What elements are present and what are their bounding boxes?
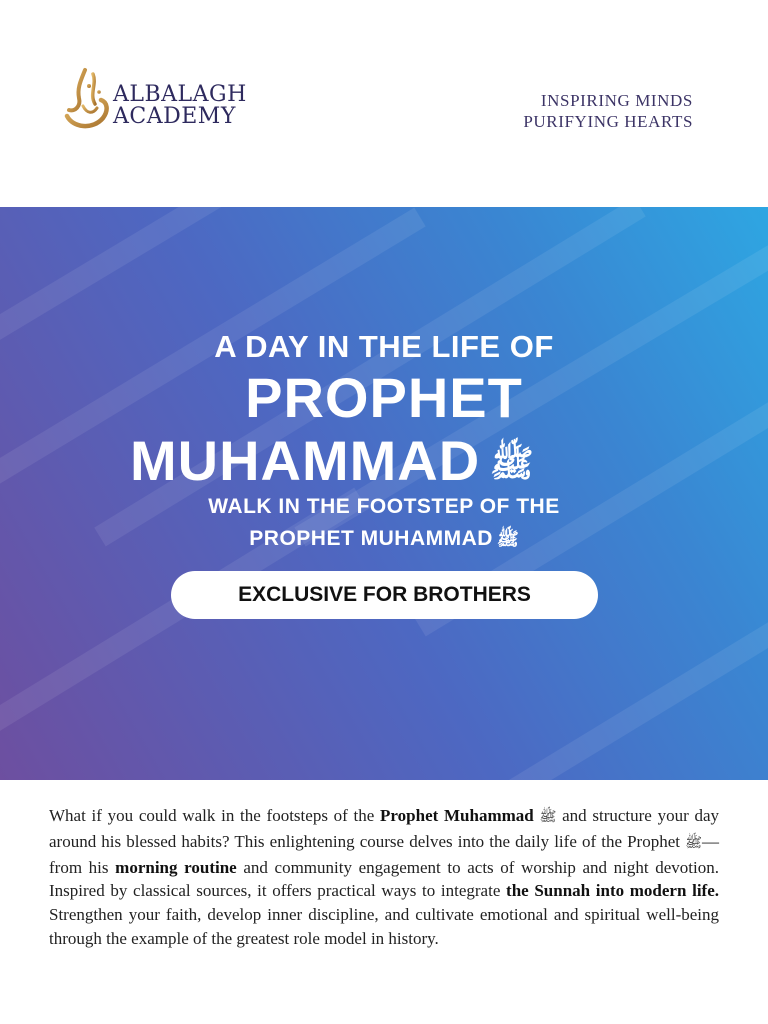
honorific-inline-1: ﷺ (539, 809, 557, 825)
hero-banner (0, 207, 768, 780)
logo-line-2: ACADEMY (113, 104, 236, 129)
desc-text-2: and structure your day around his blessed habits? This enlightening course delves into the daily life of the Prophet (49, 806, 720, 851)
banner-subtitle-line-1: WALK IN THE FOOTSTEP OF THE (208, 495, 560, 518)
honorific-glyph: ﷺ (490, 444, 534, 486)
desc-bold-sunnah: the Sunnah into modern life. (506, 881, 719, 901)
desc-text-5: Strengthen your faith, develop inner discipline, and cultivate emotional and spiritual well-being through the example of the greatest role model in history. (49, 905, 719, 948)
honorific-inline-2: ﷺ (685, 834, 702, 851)
desc-text-4: and community engagement to acts of worship and night devotion. Inspired by classical sources, it offers practical ways to integrate (49, 857, 720, 901)
tagline (523, 90, 693, 132)
exclusive-for-brothers-badge[interactable]: EXCLUSIVE FOR BROTHERS (171, 571, 598, 619)
academy-logo[interactable] (63, 66, 273, 136)
course-description (49, 804, 719, 951)
tagline-line-2: PURIFYING HEARTS (523, 112, 693, 131)
logo-line-1: ALBALAGH (113, 82, 247, 107)
banner-title-small: A DAY IN THE LIFE OF (214, 329, 554, 364)
desc-bold-prophet: Prophet Muhammad (380, 806, 534, 825)
page-header (0, 0, 768, 207)
banner-subtitle-line-2-text: PROPHET MUHAMMAD (249, 527, 493, 550)
calligraphy-logo-icon (63, 66, 117, 132)
banner-title-prophet: PROPHET (245, 366, 523, 429)
desc-bold-morning: morning routine (115, 857, 237, 877)
banner-title-muhammad-text: MUHAMMAD (130, 429, 481, 492)
tagline-line-1: INSPIRING MINDS (540, 91, 693, 110)
banner-title-muhammad (130, 429, 534, 494)
desc-text-3: —from his (49, 831, 719, 877)
honorific-glyph-small: ﷺ (496, 529, 519, 550)
banner-subtitle-line-2 (0, 527, 768, 554)
logo-wordmark (113, 84, 247, 128)
desc-text-1: What if you could walk in the footsteps of the (49, 806, 381, 825)
